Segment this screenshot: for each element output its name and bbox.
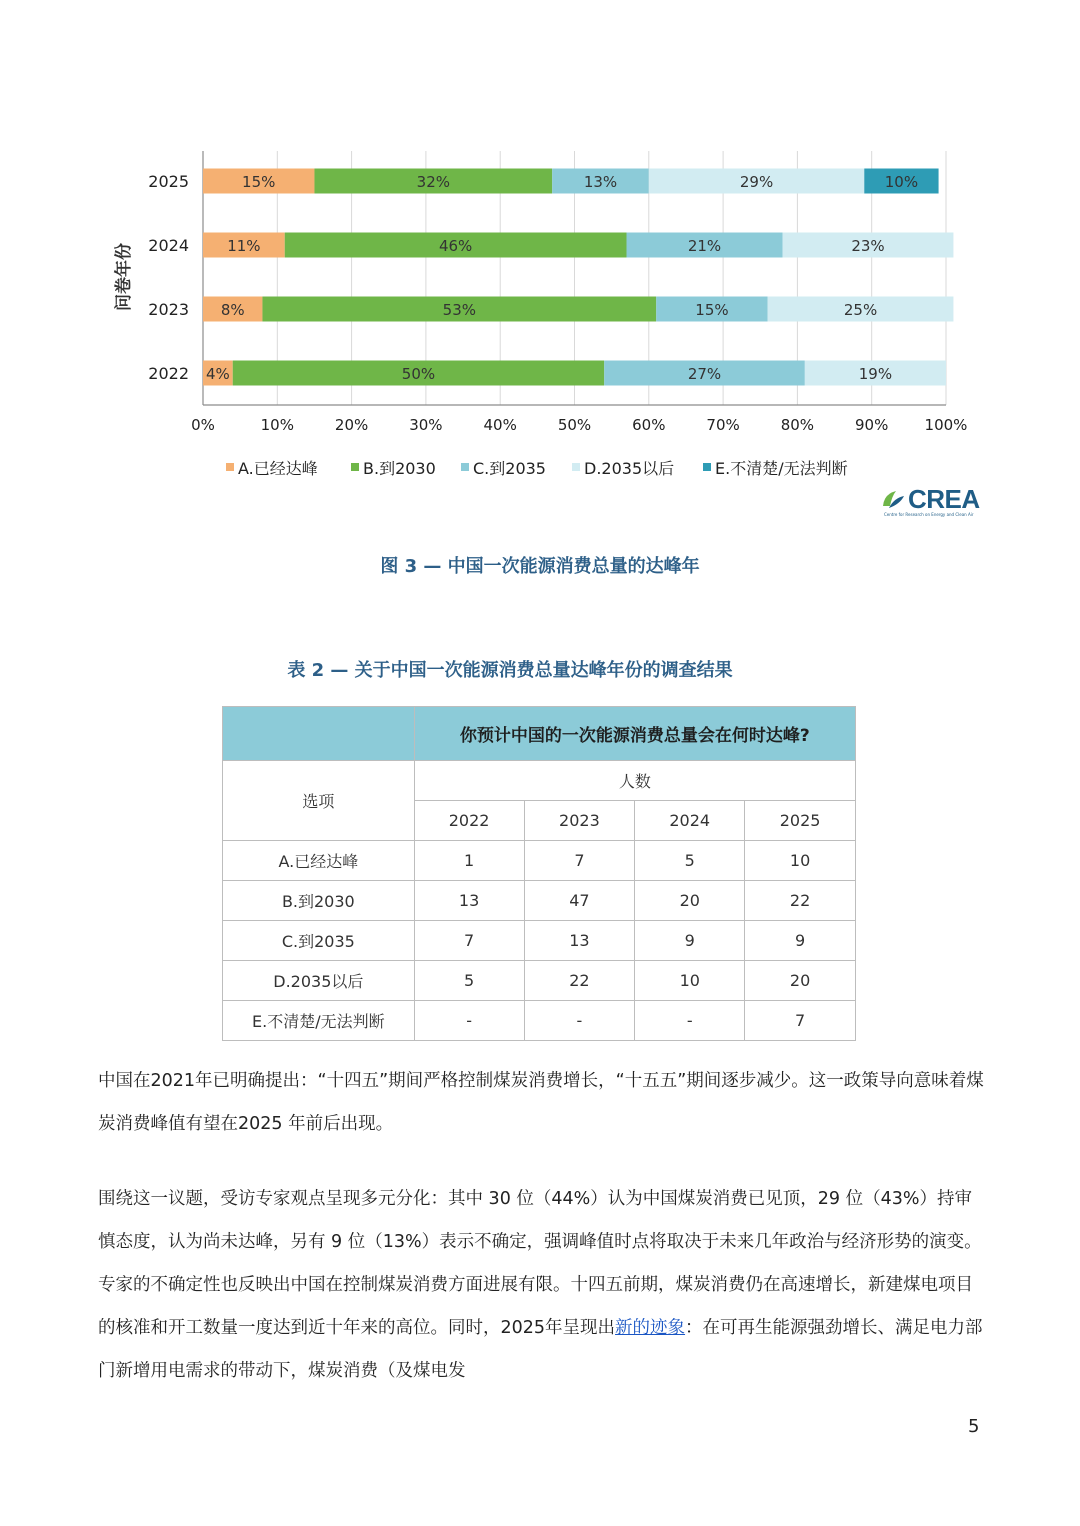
legend-swatch [461, 463, 469, 471]
page-number: 5 [968, 1416, 980, 1437]
table-cell: 7 [745, 1001, 856, 1041]
table-count-row [223, 761, 856, 801]
table-cell: 1 [414, 841, 524, 881]
table-cell: 20 [635, 881, 745, 921]
legend-swatch [703, 463, 711, 471]
crea-logo-text: CREA [908, 484, 980, 514]
table-cell: 47 [524, 881, 635, 921]
x-tick-label: 60% [632, 416, 666, 434]
paragraph-2 [98, 1178, 988, 1393]
table-year: 2024 [635, 801, 745, 841]
table-row [223, 881, 856, 921]
table-row-label: E.不清楚/无法判断 [223, 1001, 415, 1041]
x-tick-label: 10% [260, 416, 294, 434]
x-tick-label: 40% [483, 416, 517, 434]
legend-label: D.2035以后 [584, 459, 675, 478]
table-row-label: C.到2035 [223, 921, 415, 961]
y-tick-label: 2022 [148, 364, 189, 383]
x-tick-label: 100% [924, 416, 968, 434]
x-tick-label: 0% [191, 416, 215, 434]
x-tick-label: 30% [409, 416, 443, 434]
legend-swatch [351, 463, 359, 471]
y-tick-label: 2024 [148, 236, 189, 255]
table-row-label: D.2035以后 [223, 961, 415, 1001]
table-cell: 7 [414, 921, 524, 961]
table-cell: 13 [414, 881, 524, 921]
table-option-header: 选项 [223, 761, 415, 841]
bar-data-label: 19% [858, 365, 893, 383]
bar-data-label: 27% [687, 365, 722, 383]
bar-data-label: 10% [884, 173, 919, 191]
crea-leaf-icon [880, 486, 906, 512]
legend-label: A.已经达峰 [238, 459, 318, 478]
bar-data-label: 21% [687, 237, 722, 255]
table-row-label: A.已经达峰 [223, 841, 415, 881]
paragraph-2-text: 围绕这一议题，受访专家观点呈现多元分化：其中 30 位（44%）认为中国煤炭消费已见顶，29 位（43%）持审慎态度，认为尚未达峰，另有 9 位（13%）表示不确定，强调峰值时点将取决于未来几年政治与经济形势的演变。专家的不确定性也反映出中国在控制煤炭消费方面进展有限。十四五前期，煤炭消费仍在高速增长，新建煤电项目的核准和开工数量一度达到近十年来的高位。同时，2025年呈现出 [98, 1189, 982, 1338]
table-year: 2023 [524, 801, 635, 841]
table-cell: 13 [524, 921, 635, 961]
stacked-bar-chart [0, 0, 1080, 490]
bar-data-label: 23% [851, 237, 885, 255]
table-year: 2022 [414, 801, 524, 841]
table-row [223, 841, 856, 881]
table-cell: - [414, 1001, 524, 1041]
table-row-label: B.到2030 [223, 881, 415, 921]
bar-data-label: 4% [205, 365, 230, 383]
x-tick-label: 20% [334, 416, 369, 434]
table-cell: 5 [635, 841, 745, 881]
x-tick-label: 80% [780, 416, 815, 434]
table-cell: 10 [745, 841, 856, 881]
table-row [223, 921, 856, 961]
table-cell: 22 [524, 961, 635, 1001]
bar-data-label: 53% [442, 301, 477, 319]
legend-swatch [572, 463, 580, 471]
x-tick-label: 90% [855, 416, 889, 434]
bar-data-label: 13% [583, 173, 618, 191]
table-cell: - [524, 1001, 635, 1041]
y-axis-title: 问卷年份 [114, 243, 134, 311]
table-cell: 22 [745, 881, 856, 921]
table-cell: 20 [745, 961, 856, 1001]
bar-data-label: 46% [438, 237, 473, 255]
bar-data-label: 32% [416, 173, 451, 191]
table-cell: 9 [635, 921, 745, 961]
paragraph-1: 中国在2021年已明确提出：“十四五”期间严格控制煤炭消费增长，“十五五”期间逐步减少。这一政策导向意味着煤炭消费峰值有望在2025 年前后出现。 [98, 1071, 984, 1134]
table-cell: - [635, 1001, 745, 1041]
bar-data-label: 8% [220, 301, 245, 319]
crea-logo-tagline: Centre for Research on Energy and Clean Air [884, 512, 974, 517]
table-row [223, 961, 856, 1001]
bar-data-label: 15% [242, 173, 276, 191]
table-count-header: 人数 [414, 761, 855, 801]
bar-data-label: 25% [843, 301, 878, 319]
bar-data-label: 29% [739, 173, 774, 191]
table-cell: 9 [745, 921, 856, 961]
bar-data-label: 11% [227, 237, 261, 255]
y-tick-label: 2025 [148, 172, 189, 191]
y-tick-label: 2023 [148, 300, 189, 319]
legend-label: B.到2030 [363, 459, 436, 478]
x-tick-label: 50% [557, 416, 592, 434]
paragraph-2-text-end: ：在可再生能源强劲增长、满足电力部门新增用电需求的带动下，煤炭消费（及煤电发 [98, 1318, 983, 1381]
bar-data-label: 50% [401, 365, 436, 383]
table-question: 你预计中国的一次能源消费总量会在何时达峰? [414, 707, 855, 761]
table-caption: 表 2 — 关于中国一次能源消费总量达峰年份的调查结果 [287, 660, 733, 681]
figure-caption: 图 3 — 中国一次能源消费总量的达峰年 [380, 556, 700, 577]
crea-logo [880, 484, 990, 520]
survey-table [222, 706, 856, 1041]
bar-data-label: 15% [695, 301, 729, 319]
table-cell: 10 [635, 961, 745, 1001]
table-header-blank [223, 707, 415, 761]
legend-label: E.不清楚/无法判断 [715, 459, 848, 478]
table-cell: 5 [414, 961, 524, 1001]
legend-swatch [226, 463, 234, 471]
new-signs-link[interactable]: 新的迹象 [615, 1318, 686, 1338]
table-question-row [223, 707, 856, 761]
legend-label: C.到2035 [473, 459, 546, 478]
x-tick-label: 70% [706, 416, 740, 434]
table-year: 2025 [745, 801, 856, 841]
table-cell: 7 [524, 841, 635, 881]
table-row [223, 1001, 856, 1041]
